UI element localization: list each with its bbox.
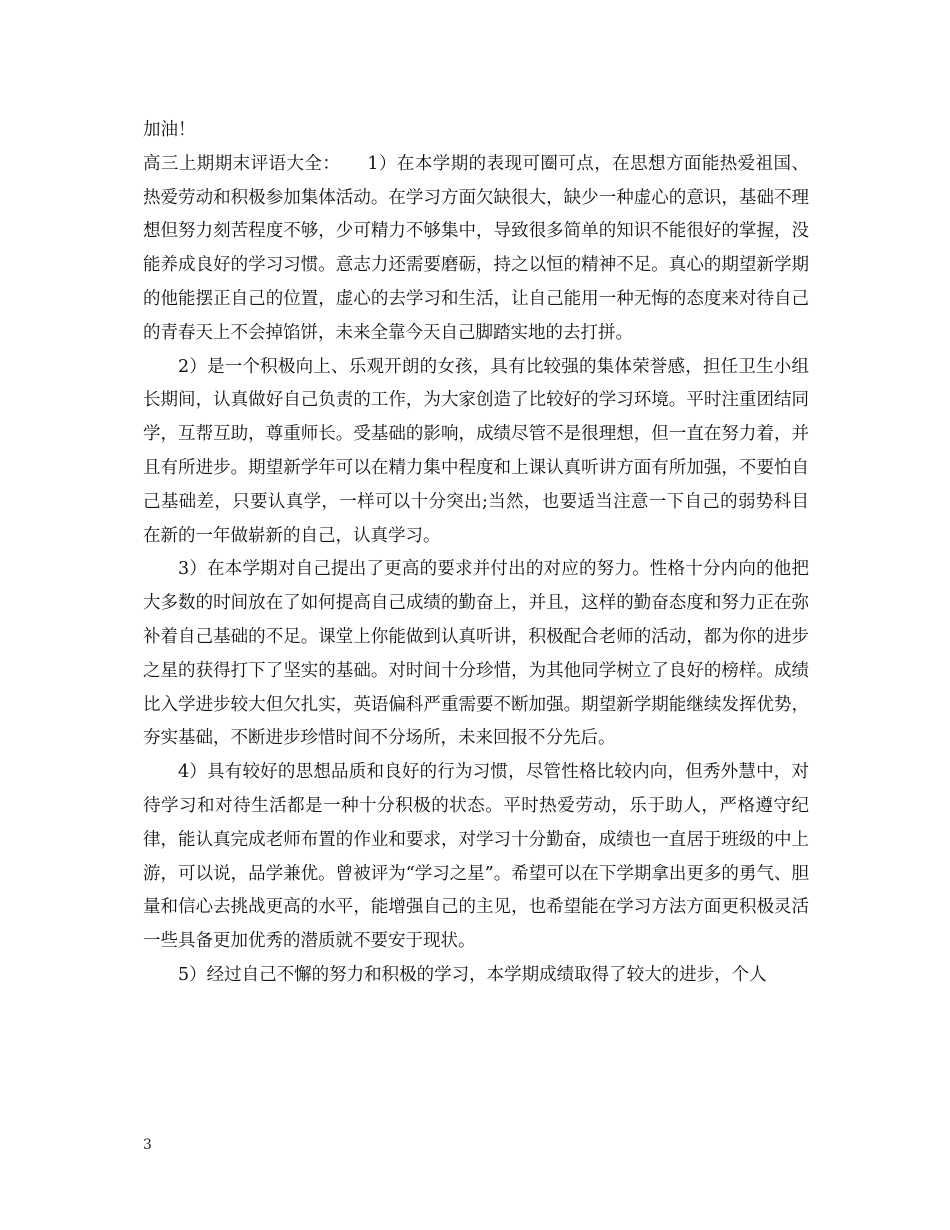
paragraph-comment-5: 5）经过自己不懈的努力和积极的学习，本学期成绩取得了较大的进步，个人 xyxy=(178,964,767,985)
paragraph-comment-3: 3）在本学期对自己提出了更高的要求并付出的对应的努力。性格十分内向的他把大多数的时间放在了如何提高自己成绩的勤奋上，并且，这样的勤奋态度和努力正在弥补着自己基础的不足。课堂上你能做到认真听讲，积极配合老师的活动，都为你的进步之星的获得打下了坚实的基础。对时间十分珍惜，为其他同学树立了良好的榜样。成绩比入学进步较大但欠扎实，英语偏科严重需要不断加强。期望新学期能继续发挥优势，夯实基础，不断进步珍惜时间不分场所，未来回报不分先后。 xyxy=(143,559,809,749)
paragraph-comment-4: 4）具有较好的思想品质和良好的行为习惯，尽管性格比较内向，但秀外慧中，对待学习和对待生活都是一种十分积极的状态。平时热爱劳动，乐于助人，严格遵守纪律，能认真完成老师布置的作业和要求，对学习十分勤奋，成绩也一直居于班级的中上游，可以说，品学兼优。曾被评为“学习之星”。希望可以在下学期拿出更多的勇气、胆量和信心去挑战更高的水平，能增强自己的主见，也希望能在学习方法方面更积极灵活一些具备更加优秀的潜质就不要安于现状。 xyxy=(143,762,809,952)
body-text xyxy=(143,114,809,993)
paragraph-comment-2: 2）是一个积极向上、乐观开朗的女孩，具有比较强的集体荣誉感，担任卫生小组长期间，认真做好自己负责的工作，为大家创造了比较好的学习环境。平时注重团结同学，互帮互助，尊重师长。受基础的影响，成绩尽管不是很理想，但一直在努力着，并且有所进步。期望新学年可以在精力集中程度和上课认真听讲方面有所加强，不要怕自己基础差，只要认真学，一样可以十分突出;当然，也要适当注意一下自己的弱势科目在新的一年做崭新的自己，认真学习。 xyxy=(143,356,809,546)
paragraph-closing-line: 加油！ xyxy=(143,120,196,140)
paragraph-comment-1: 高三上期期末评语大全： 1）在本学期的表现可圈可点，在思想方面能热爱祖国、热爱劳动和积极参加集体活动。在学习方面欠缺很大，缺少一种虚心的意识，基础不理想但努力刻苦程度不够，少可精力不够集中，导致很多简单的知识不能很好的掌握，没能养成良好的学习习惯。意志力还需要磨砺，持之以恒的精神不足。真心的期望新学期的他能摆正自己的位置，虚心的去学习和生活，让自己能用一种无悔的态度来对待自己的青春天上不会掉馅饼，未来全靠今天自己脚踏实地的去打拼。 xyxy=(143,153,809,343)
page-number: 3 xyxy=(143,1137,152,1153)
